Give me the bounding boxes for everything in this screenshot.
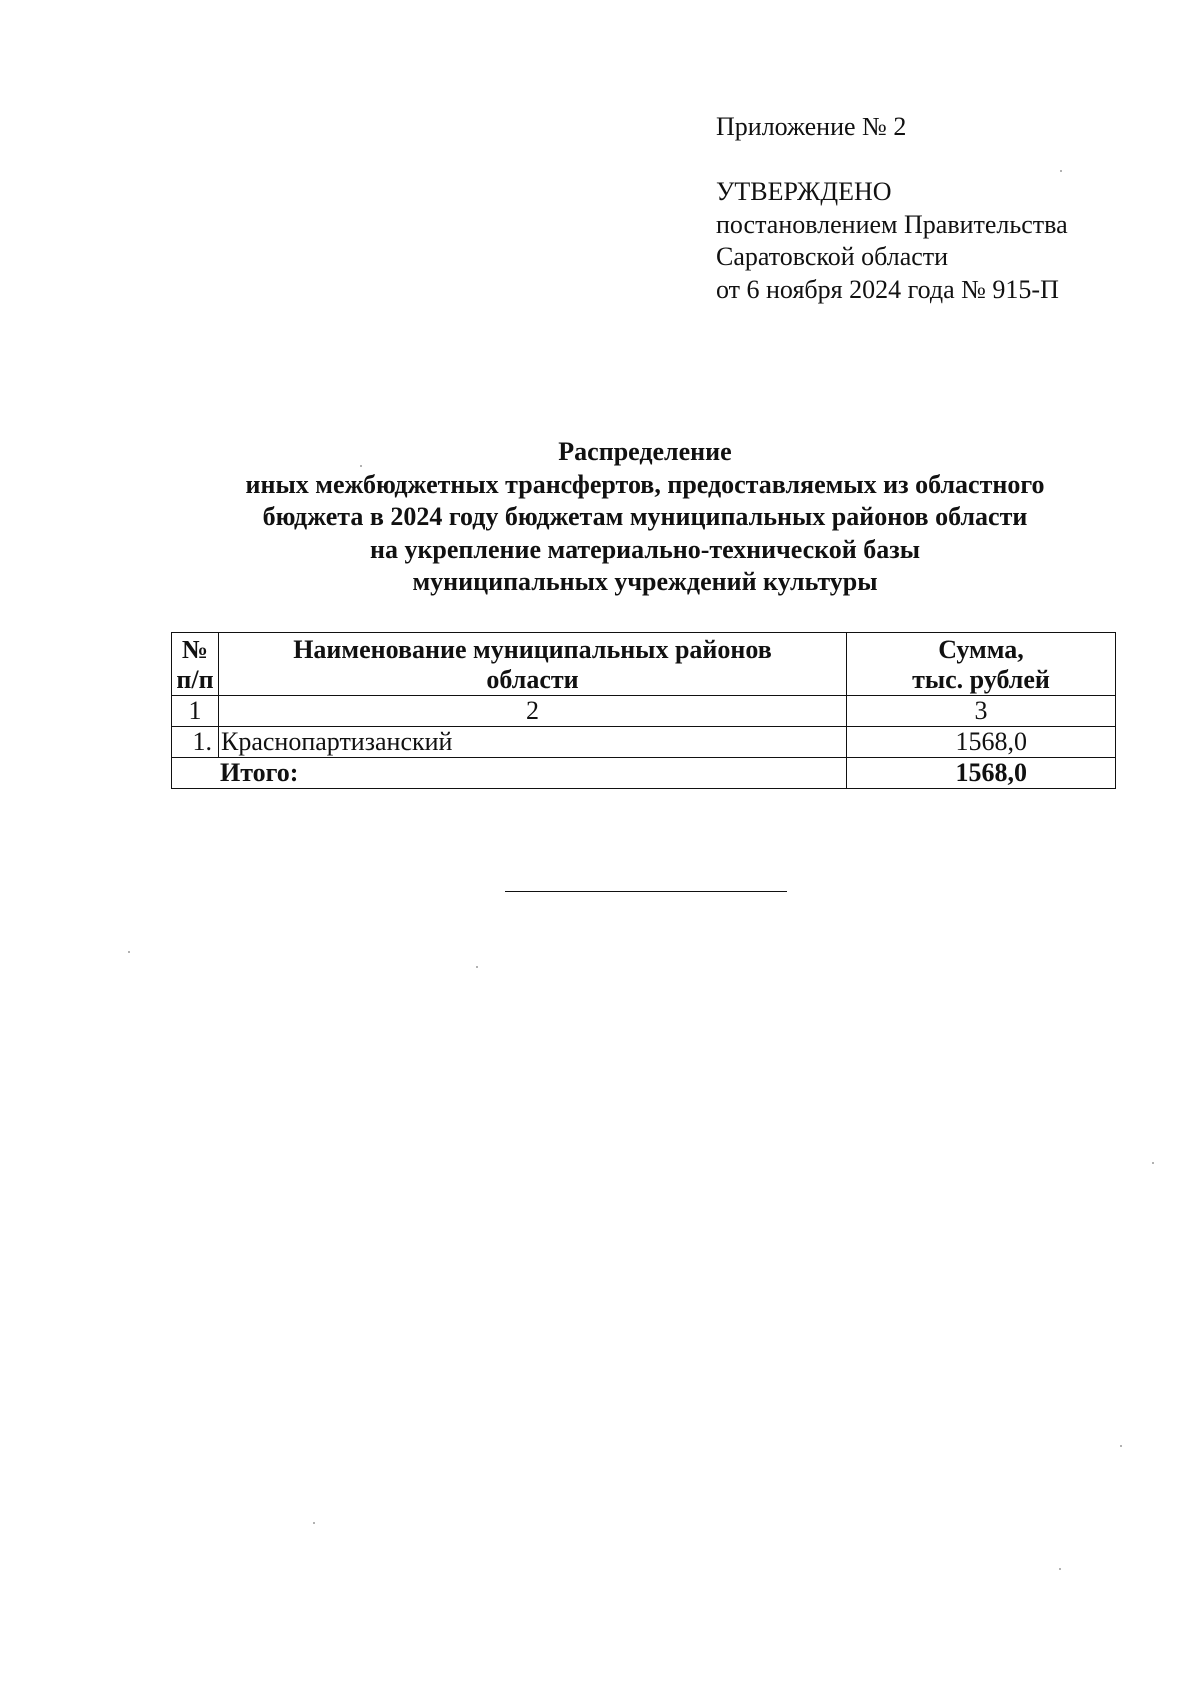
distribution-table <box>171 632 1116 789</box>
scan-speck <box>1060 170 1062 172</box>
header-number <box>172 633 219 696</box>
row-number: 1. <box>172 727 219 758</box>
header-sum-line-2: тыс. рублей <box>912 665 1050 694</box>
header-sum-line-1: Сумма, <box>938 635 1024 664</box>
approval-status: УТВЕРЖДЕНО <box>716 177 892 206</box>
header-number-line-1: № <box>181 635 209 664</box>
title-line-2: иных межбюджетных трансфертов, предоставляемых из областного <box>245 469 1045 499</box>
scan-speck <box>313 1522 315 1524</box>
scan-speck <box>476 966 478 968</box>
scan-speck <box>360 465 362 467</box>
closing-separator-line <box>505 891 787 892</box>
title-line-4: на укрепление материально-технической базы <box>369 534 921 564</box>
column-index-row <box>172 696 1116 727</box>
scan-speck <box>1152 1162 1154 1164</box>
column-index-2: 2 <box>219 696 847 727</box>
title-line-5: муниципальных учреждений культуры <box>412 567 878 596</box>
row-sum: 1568,0 <box>847 727 1116 758</box>
table-row <box>172 727 1116 758</box>
title-line-1: Распределение <box>558 437 732 466</box>
approval-line-1: постановлением Правительства <box>716 209 1068 239</box>
header-name-line-2: области <box>486 665 579 694</box>
total-row <box>172 758 1116 789</box>
annex-number: Приложение № 2 <box>716 112 907 141</box>
table-header-row <box>172 633 1116 696</box>
total-sum: 1568,0 <box>847 758 1116 789</box>
header-sum <box>847 633 1116 696</box>
document-title <box>140 436 1150 599</box>
title-line-3: бюджета в 2024 году бюджетам муниципальных районов области <box>262 502 1028 531</box>
total-label: Итого: <box>172 758 847 789</box>
header-name <box>219 633 847 696</box>
column-index-1: 1 <box>172 696 219 727</box>
scan-speck <box>128 951 130 953</box>
approval-line-2: Саратовской области <box>716 242 949 271</box>
header-name-line-1: Наименование муниципальных районов <box>293 635 772 664</box>
scan-speck <box>1059 1568 1061 1570</box>
scan-speck <box>1120 1445 1122 1447</box>
header-number-line-2: п/п <box>176 665 214 694</box>
approval-line-3: от 6 ноября 2024 года № 915-П <box>716 274 1059 304</box>
column-index-3: 3 <box>847 696 1116 727</box>
row-district-name: Краснопартизанский <box>219 727 847 758</box>
approval-block <box>716 176 1068 306</box>
